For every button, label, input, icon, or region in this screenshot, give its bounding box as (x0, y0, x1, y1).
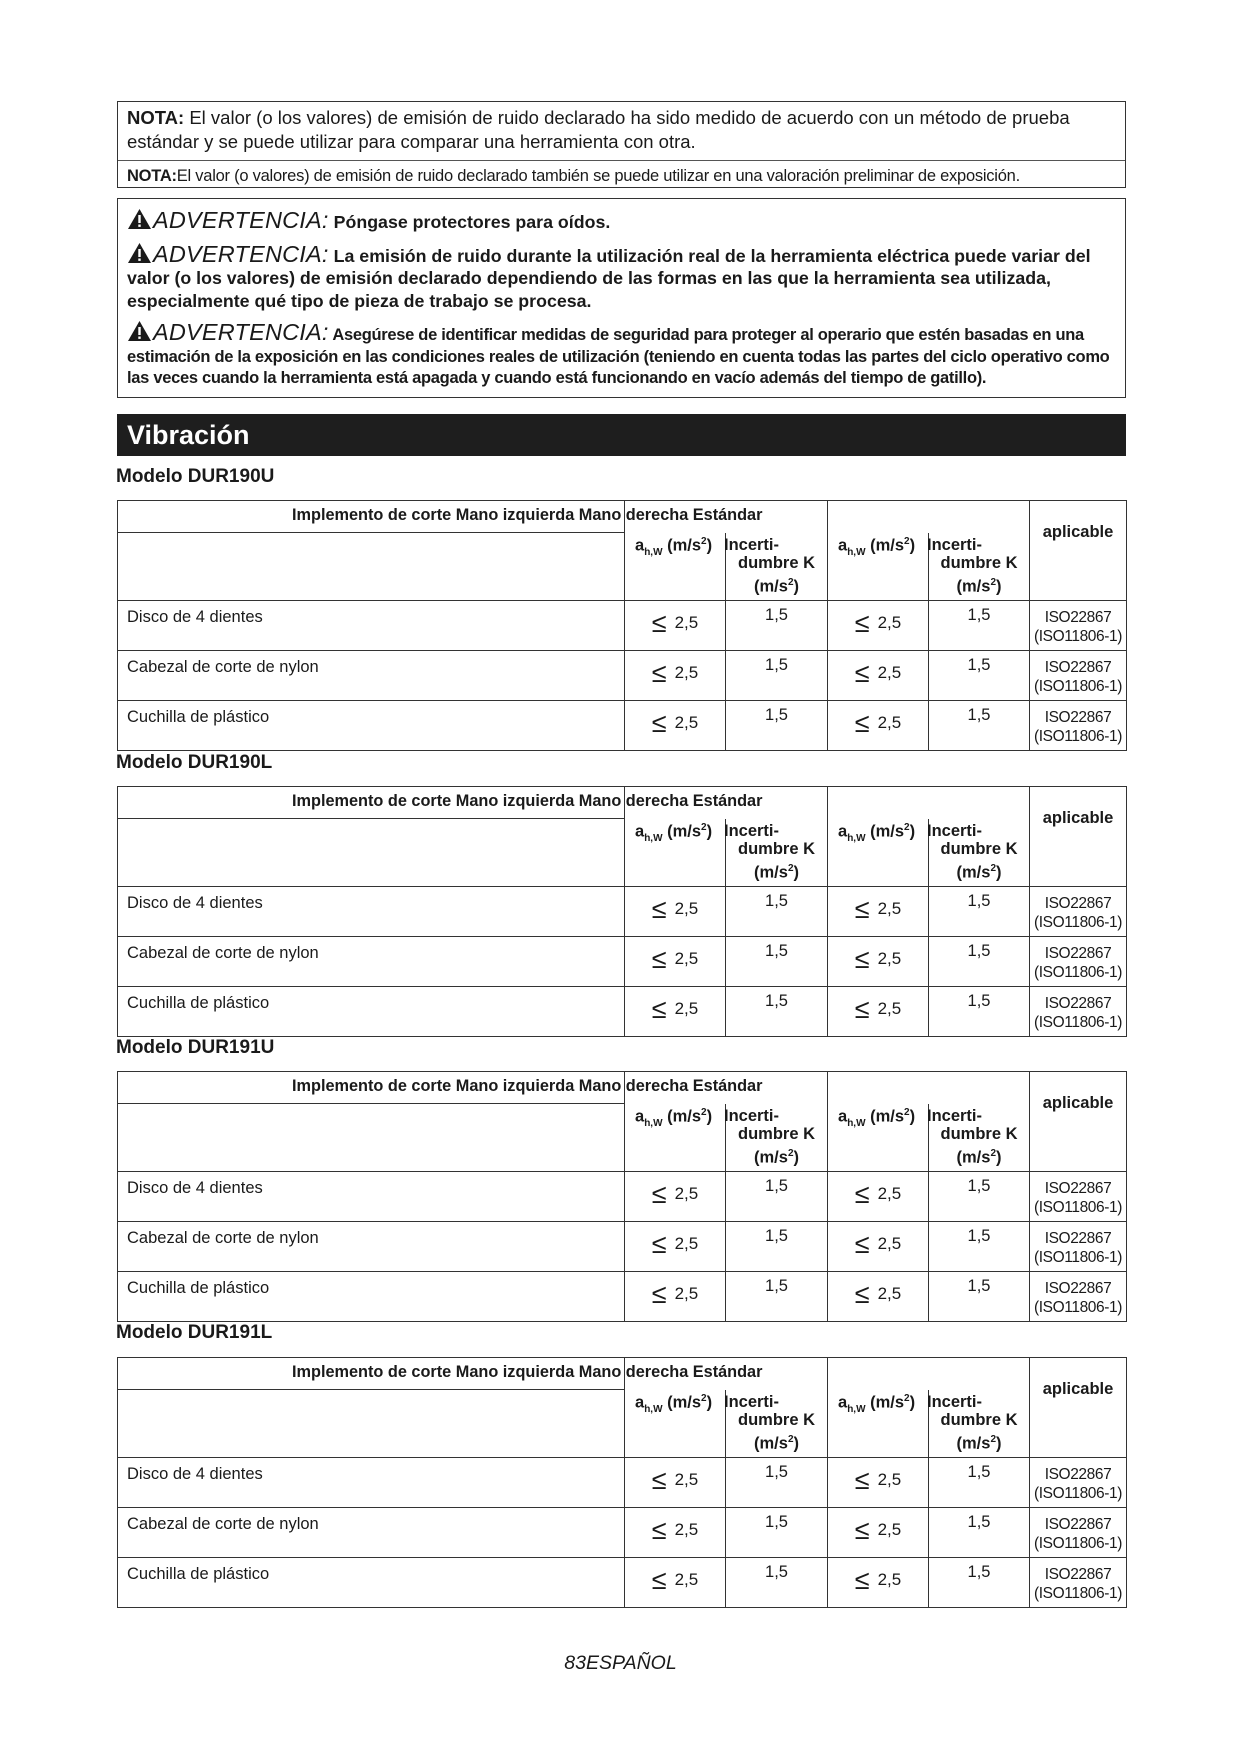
table-row (118, 1172, 1127, 1222)
row-right-k: 1,5 (929, 651, 1030, 701)
model-title: Modelo DUR190L (116, 752, 273, 773)
less-equal-icon: ≤ (651, 1465, 667, 1495)
model-title: Modelo DUR191L (116, 1322, 273, 1343)
row-right-k: 1,5 (929, 701, 1030, 751)
row-left-value: ≤ 2,5 (625, 987, 726, 1037)
row-standard: ISO22867 (ISO11806-1) (1030, 601, 1127, 651)
row-right-k: 1,5 (929, 1222, 1030, 1272)
row-left-value: ≤ 2,5 (625, 651, 726, 701)
less-equal-icon: ≤ (651, 894, 667, 924)
less-equal-icon: ≤ (651, 1279, 667, 1309)
table-row (118, 987, 1127, 1037)
table-row (118, 1558, 1127, 1608)
row-left-k: 1,5 (726, 1222, 828, 1272)
row-standard: ISO22867 (ISO11806-1) (1030, 987, 1127, 1037)
header-aplicable: aplicable (1030, 1358, 1127, 1458)
row-right-value: ≤ 2,5 (828, 701, 929, 751)
less-equal-icon: ≤ (854, 1229, 870, 1259)
nota-1-text: El valor (o los valores) de emisión de ruido declarado ha sido medido de acuerdo con un método de prueba estándar y se puede utilizar para comparar una herramienta con otra. (127, 107, 1070, 152)
header-k-left: Incerti- dumbre K $(m/s^2)$ (726, 1104, 828, 1172)
less-equal-icon: ≤ (651, 608, 667, 638)
warning-1-text: Póngase protectores para oídos. (333, 212, 611, 232)
header-k-right: Incerti- dumbre K $(m/s^2)$ (929, 533, 1030, 601)
row-implement: Cabezal de corte de nylon (118, 1222, 625, 1272)
warning-triangle-icon (127, 242, 152, 264)
row-left-k: 1,5 (726, 651, 828, 701)
row-implement: Cuchilla de plástico (118, 1558, 625, 1608)
row-standard: ISO22867 (ISO11806-1) (1030, 1558, 1127, 1608)
row-left-value: ≤ 2,5 (625, 1222, 726, 1272)
warning-triangle-icon (127, 208, 152, 230)
row-left-k: 1,5 (726, 1272, 828, 1322)
less-equal-icon: ≤ (651, 1179, 667, 1209)
less-equal-icon: ≤ (854, 1279, 870, 1309)
header-aplicable: aplicable (1030, 501, 1127, 601)
less-equal-icon: ≤ (651, 1229, 667, 1259)
row-right-value: ≤ 2,5 (828, 601, 929, 651)
warning-3-label: ADVERTENCIA: (153, 319, 329, 345)
row-left-value: ≤ 2,5 (625, 1558, 726, 1608)
row-implement: Cabezal de corte de nylon (118, 937, 625, 987)
row-standard: ISO22867 (ISO11806-1) (1030, 1508, 1127, 1558)
header-aplicable: aplicable (1030, 787, 1127, 887)
row-right-k: 1,5 (929, 1272, 1030, 1322)
row-right-value: ≤ 2,5 (828, 1272, 929, 1322)
header-implement: Implemento de corte Mano izquierda Mano derecha Estándar (292, 792, 763, 810)
table-row (118, 1458, 1127, 1508)
warning-3-text: Asegúrese de identificar medidas de seguridad para proteger al operario que estén basadas en una estimación de la exposición en las condiciones reales de utilización (teniendo en cuenta todas las partes del ciclo operativo como las veces cuando la herramienta está apagada y cuando está funcionando en vacío además del tiempo de gatillo). (127, 326, 1110, 387)
row-standard: ISO22867 (ISO11806-1) (1030, 1222, 1127, 1272)
header-k-left: Incerti- dumbre K $(m/s^2)$ (726, 819, 828, 887)
row-right-k: 1,5 (929, 1172, 1030, 1222)
less-equal-icon: ≤ (651, 994, 667, 1024)
warning-3 (127, 320, 1117, 390)
vibration-table (117, 1071, 1127, 1322)
row-standard: ISO22867 (ISO11806-1) (1030, 1272, 1127, 1322)
row-right-k: 1,5 (929, 937, 1030, 987)
row-right-k: 1,5 (929, 1508, 1030, 1558)
header-aplicable: aplicable (1030, 1072, 1127, 1172)
warning-triangle-icon (127, 320, 152, 342)
table-row (118, 651, 1127, 701)
row-left-k: 1,5 (726, 1558, 828, 1608)
header-ah-right: $a_{h,W}$ $(m/s^2)$ (828, 1390, 929, 1458)
less-equal-icon: ≤ (651, 1515, 667, 1545)
nota-1-label: NOTA: (127, 107, 185, 128)
warning-2-text: La emisión de ruido durante la utilización real de la herramienta eléctrica puede variar del valor (o los valores) de emisión declarado dependiendo de las formas en las que la herramienta sea utilizada, especialmente qué tipo de pieza de trabajo se procesa. (127, 245, 1091, 311)
header-implement: Implemento de corte Mano izquierda Mano derecha Estándar (292, 506, 763, 524)
row-left-k: 1,5 (726, 1172, 828, 1222)
table-row (118, 1508, 1127, 1558)
row-implement: Cuchilla de plástico (118, 987, 625, 1037)
table-row (118, 1272, 1127, 1322)
row-left-k: 1,5 (726, 987, 828, 1037)
row-standard: ISO22867 (ISO11806-1) (1030, 701, 1127, 751)
less-equal-icon: ≤ (854, 608, 870, 638)
nota-2-label: NOTA: (127, 167, 177, 185)
less-equal-icon: ≤ (854, 1179, 870, 1209)
row-standard: ISO22867 (ISO11806-1) (1030, 651, 1127, 701)
row-standard: ISO22867 (ISO11806-1) (1030, 1458, 1127, 1508)
less-equal-icon: ≤ (651, 1565, 667, 1595)
row-left-k: 1,5 (726, 1458, 828, 1508)
row-implement: Disco de 4 dientes (118, 887, 625, 937)
vibration-table (117, 1357, 1127, 1608)
header-ah-left: $a_{h,W}$ $(m/s^2)$ (625, 1104, 726, 1172)
nota-2-text: El valor (o valores) de emisión de ruido declarado también se puede utilizar en una valoración preliminar de exposición. (176, 167, 1020, 185)
row-standard: ISO22867 (ISO11806-1) (1030, 887, 1127, 937)
less-equal-icon: ≤ (854, 1565, 870, 1595)
less-equal-icon: ≤ (651, 708, 667, 738)
row-right-k: 1,5 (929, 1458, 1030, 1508)
model-title: Modelo DUR190U (116, 466, 275, 487)
row-implement: Cabezal de corte de nylon (118, 651, 625, 701)
row-right-k: 1,5 (929, 1558, 1030, 1608)
row-left-k: 1,5 (726, 701, 828, 751)
nota-2 (127, 165, 1115, 187)
header-ah-left: $a_{h,W}$ $(m/s^2)$ (625, 533, 726, 601)
row-left-value: ≤ 2,5 (625, 1272, 726, 1322)
page-number: 83 (564, 1652, 586, 1674)
row-left-value: ≤ 2,5 (625, 937, 726, 987)
less-equal-icon: ≤ (854, 994, 870, 1024)
row-right-k: 1,5 (929, 601, 1030, 651)
table-row (118, 887, 1127, 937)
warning-1-label: ADVERTENCIA: (153, 207, 329, 233)
header-k-right: Incerti- dumbre K $(m/s^2)$ (929, 819, 1030, 887)
header-ah-right: $a_{h,W}$ $(m/s^2)$ (828, 819, 929, 887)
row-left-k: 1,5 (726, 601, 828, 651)
header-implement-cell (118, 787, 763, 819)
row-right-k: 1,5 (929, 887, 1030, 937)
header-k-right: Incerti- dumbre K $(m/s^2)$ (929, 1104, 1030, 1172)
warning-2 (127, 242, 1117, 313)
header-ah-left: $a_{h,W}$ $(m/s^2)$ (625, 819, 726, 887)
header-implement: Implemento de corte Mano izquierda Mano derecha Estándar (292, 1077, 763, 1095)
row-right-value: ≤ 2,5 (828, 937, 929, 987)
vibration-table (117, 500, 1127, 751)
header-k-right: Incerti- dumbre K $(m/s^2)$ (929, 1390, 1030, 1458)
row-implement: Cabezal de corte de nylon (118, 1508, 625, 1558)
less-equal-icon: ≤ (854, 708, 870, 738)
row-left-value: ≤ 2,5 (625, 1172, 726, 1222)
section-title: Vibración (117, 414, 1126, 456)
row-left-value: ≤ 2,5 (625, 701, 726, 751)
row-implement: Disco de 4 dientes (118, 601, 625, 651)
row-standard: ISO22867 (ISO11806-1) (1030, 1172, 1127, 1222)
warning-2-label: ADVERTENCIA: (153, 240, 329, 267)
table-row (118, 1222, 1127, 1272)
row-right-value: ≤ 2,5 (828, 887, 929, 937)
header-ah-right: $a_{h,W}$ $(m/s^2)$ (828, 1104, 929, 1172)
row-left-value: ≤ 2,5 (625, 601, 726, 651)
page-footer (0, 1652, 1241, 1675)
less-equal-icon: ≤ (854, 1465, 870, 1495)
model-title: Modelo DUR191U (116, 1037, 275, 1058)
less-equal-icon: ≤ (651, 658, 667, 688)
row-right-value: ≤ 2,5 (828, 1458, 929, 1508)
header-k-left: Incerti- dumbre K $(m/s^2)$ (726, 1390, 828, 1458)
row-left-value: ≤ 2,5 (625, 887, 726, 937)
warning-box (117, 198, 1126, 398)
vibration-table (117, 786, 1127, 1037)
nota-1 (127, 106, 1115, 154)
row-implement: Cuchilla de plástico (118, 1272, 625, 1322)
table-row (118, 937, 1127, 987)
less-equal-icon: ≤ (651, 944, 667, 974)
row-right-value: ≤ 2,5 (828, 1222, 929, 1272)
row-right-value: ≤ 2,5 (828, 1508, 929, 1558)
less-equal-icon: ≤ (854, 894, 870, 924)
header-implement-cell (118, 1358, 763, 1390)
header-implement: Implemento de corte Mano izquierda Mano derecha Estándar (292, 1363, 763, 1381)
less-equal-icon: ≤ (854, 1515, 870, 1545)
row-left-value: ≤ 2,5 (625, 1508, 726, 1558)
header-implement-cell (118, 1072, 763, 1104)
row-standard: ISO22867 (ISO11806-1) (1030, 937, 1127, 987)
row-left-value: ≤ 2,5 (625, 1458, 726, 1508)
nota-box (117, 101, 1126, 188)
header-ah-left: $a_{h,W}$ $(m/s^2)$ (625, 1390, 726, 1458)
row-implement: Disco de 4 dientes (118, 1172, 625, 1222)
row-implement: Cuchilla de plástico (118, 701, 625, 751)
warning-1 (127, 208, 1117, 234)
less-equal-icon: ≤ (854, 944, 870, 974)
page-language: ESPAÑOL (586, 1652, 677, 1674)
header-implement-cell (118, 501, 763, 533)
row-left-k: 1,5 (726, 937, 828, 987)
row-right-value: ≤ 2,5 (828, 987, 929, 1037)
row-right-value: ≤ 2,5 (828, 1172, 929, 1222)
header-k-left: Incerti- dumbre K $(m/s^2)$ (726, 533, 828, 601)
row-right-value: ≤ 2,5 (828, 1558, 929, 1608)
table-row (118, 701, 1127, 751)
row-right-value: ≤ 2,5 (828, 651, 929, 701)
less-equal-icon: ≤ (854, 658, 870, 688)
row-implement: Disco de 4 dientes (118, 1458, 625, 1508)
row-left-k: 1,5 (726, 1508, 828, 1558)
table-row (118, 601, 1127, 651)
header-ah-right: $a_{h,W}$ $(m/s^2)$ (828, 533, 929, 601)
nota-divider (118, 160, 1125, 161)
row-right-k: 1,5 (929, 987, 1030, 1037)
row-left-k: 1,5 (726, 887, 828, 937)
